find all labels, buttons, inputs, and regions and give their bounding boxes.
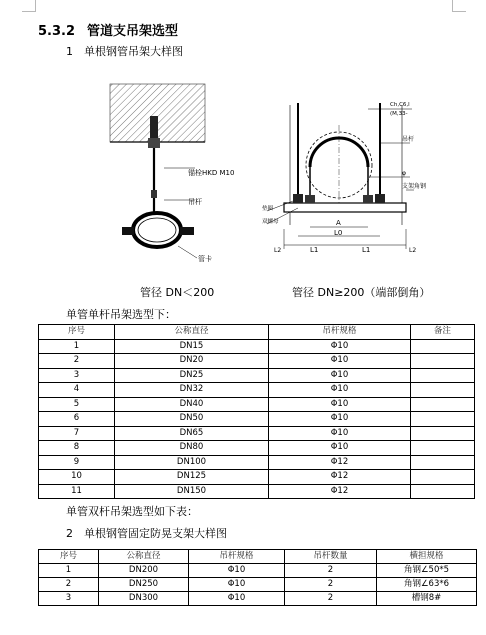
- table-cell: [411, 441, 475, 456]
- table-row: [39, 383, 475, 398]
- section-title: 管道支吊架选型: [87, 24, 179, 39]
- table-cell: Φ10: [189, 564, 285, 578]
- table-cell: 10: [39, 470, 115, 485]
- table-row: [39, 455, 475, 470]
- table-cell: 角钢∠50*5: [377, 564, 477, 578]
- table-cell: [411, 484, 475, 499]
- header-nominal-diameter: 公称直径: [115, 325, 269, 340]
- label-rod-right: 吊杆: [402, 136, 415, 143]
- support-angle-steel: [284, 203, 406, 212]
- table-cell: DN80: [115, 441, 269, 456]
- table-row: [39, 354, 475, 369]
- table-cell: 3: [39, 592, 99, 606]
- header-rod-count: 吊杆数量: [285, 550, 377, 564]
- table-cell: 角钢∠63*6: [377, 578, 477, 592]
- table-cell: DN65: [115, 426, 269, 441]
- table-row: [39, 578, 477, 592]
- section-heading: [38, 20, 178, 39]
- dim-l2-right: L2: [409, 247, 417, 254]
- section-number: 5.3.2: [38, 24, 76, 39]
- label-top-note-1: Ch,C6,l: [390, 102, 410, 108]
- table-row: [39, 368, 475, 383]
- table-row: [39, 470, 475, 485]
- item1-number: 1: [66, 45, 73, 58]
- table-header-row: [39, 550, 477, 564]
- table-cell: 4: [39, 383, 115, 398]
- label-clamp: 管卡: [198, 255, 212, 263]
- label-rod-left: 吊杆: [188, 198, 202, 206]
- table-cell: Φ10: [269, 426, 411, 441]
- header-index: 序号: [39, 325, 115, 340]
- table-cell: 2: [39, 354, 115, 369]
- table-cell: Φ12: [269, 484, 411, 499]
- table-row: [39, 426, 475, 441]
- table-cell: 7: [39, 426, 115, 441]
- table-cell: Φ10: [269, 339, 411, 354]
- table-cell: [411, 368, 475, 383]
- label-anchor: 锚栓HKD M10: [188, 169, 235, 177]
- dim-a: A: [336, 219, 341, 227]
- table-cell: Φ10: [269, 354, 411, 369]
- table-cell: Φ10: [269, 383, 411, 398]
- table-cell: Φ10: [269, 397, 411, 412]
- figure-left-caption: 管径 DN＜200: [140, 286, 215, 299]
- table-cell: DN200: [99, 564, 189, 578]
- table-cell: DN40: [115, 397, 269, 412]
- table-cell: Φ10: [269, 368, 411, 383]
- item2-number: 2: [66, 527, 73, 540]
- table-cell: 2: [285, 592, 377, 606]
- label-double-nut: 双螺母: [262, 219, 279, 225]
- table-header-row: [39, 325, 475, 340]
- header-rod-spec: 吊杆规格: [189, 550, 285, 564]
- table-cell: [411, 426, 475, 441]
- header-index: 序号: [39, 550, 99, 564]
- table-row: [39, 339, 475, 354]
- table-cell: DN20: [115, 354, 269, 369]
- header-crossarm-spec: 横担规格: [377, 550, 477, 564]
- page-corner-mark-left: [22, 0, 36, 12]
- figure-right-caption: 管径 DN≥200（端部倒角）: [292, 286, 431, 299]
- table-cell: [411, 339, 475, 354]
- table-cell: Φ10: [189, 578, 285, 592]
- dim-l2-left: L2: [274, 247, 282, 254]
- table-cell: DN50: [115, 412, 269, 427]
- header-remarks: 备注: [411, 325, 475, 340]
- item2-title: 单根钢管固定防晃支架大样图: [84, 527, 227, 540]
- table-cell: 1: [39, 564, 99, 578]
- table-cell: [411, 383, 475, 398]
- table-row: [39, 484, 475, 499]
- table-cell: Φ10: [269, 412, 411, 427]
- table-cell: [411, 397, 475, 412]
- table1-intro: 单管单杆吊架选型下：: [66, 308, 176, 321]
- table-cell: 11: [39, 484, 115, 499]
- table-cell: DN125: [115, 470, 269, 485]
- label-phi: φ: [402, 170, 406, 177]
- table-cell: 6: [39, 412, 115, 427]
- table-cell: 3: [39, 368, 115, 383]
- table-cell: DN300: [99, 592, 189, 606]
- label-support-angle: 支架角钢: [402, 183, 427, 190]
- table-row: [39, 441, 475, 456]
- hanger-drawing-large: [262, 95, 452, 270]
- dim-l1-right: L1: [362, 246, 371, 254]
- table-cell: [411, 354, 475, 369]
- table-cell: 2: [285, 564, 377, 578]
- table2-intro: 单管双杆吊架选型如下表：: [66, 505, 198, 518]
- table-cell: [411, 412, 475, 427]
- item2-heading: [66, 525, 227, 541]
- item1-heading: [66, 43, 183, 59]
- label-washer: 垫圈: [262, 206, 274, 212]
- table-cell: 1: [39, 339, 115, 354]
- table-cell: 2: [285, 578, 377, 592]
- table-cell: DN32: [115, 383, 269, 398]
- page-corner-mark-right: [452, 0, 466, 12]
- table-cell: 9: [39, 455, 115, 470]
- table-cell: DN100: [115, 455, 269, 470]
- pipe-section: [138, 218, 176, 242]
- table-row: [39, 397, 475, 412]
- table-cell: [411, 455, 475, 470]
- table-cell: Φ12: [269, 470, 411, 485]
- table-cell: 8: [39, 441, 115, 456]
- single-rod-hanger-table: [38, 324, 475, 499]
- item1-title: 单根钢管吊架大样图: [84, 45, 183, 58]
- table-cell: 槽钢8#: [377, 592, 477, 606]
- table-cell: DN150: [115, 484, 269, 499]
- table-cell: 5: [39, 397, 115, 412]
- dim-l0: L0: [334, 229, 343, 237]
- header-rod-spec: 吊杆规格: [269, 325, 411, 340]
- table-cell: DN15: [115, 339, 269, 354]
- hanger-drawing-small: [100, 82, 250, 272]
- table-cell: DN25: [115, 368, 269, 383]
- table-row: [39, 592, 477, 606]
- table-cell: Φ10: [269, 441, 411, 456]
- header-nominal-diameter: 公称直径: [99, 550, 189, 564]
- table-cell: [411, 470, 475, 485]
- table-cell: DN250: [99, 578, 189, 592]
- label-top-note-2: (M,33-: [390, 111, 408, 117]
- table-cell: 2: [39, 578, 99, 592]
- table-row: [39, 564, 477, 578]
- table-cell: Φ12: [269, 455, 411, 470]
- dim-l1-left: L1: [310, 246, 319, 254]
- table-row: [39, 412, 475, 427]
- table-cell: Φ10: [189, 592, 285, 606]
- double-rod-support-table: [38, 549, 477, 606]
